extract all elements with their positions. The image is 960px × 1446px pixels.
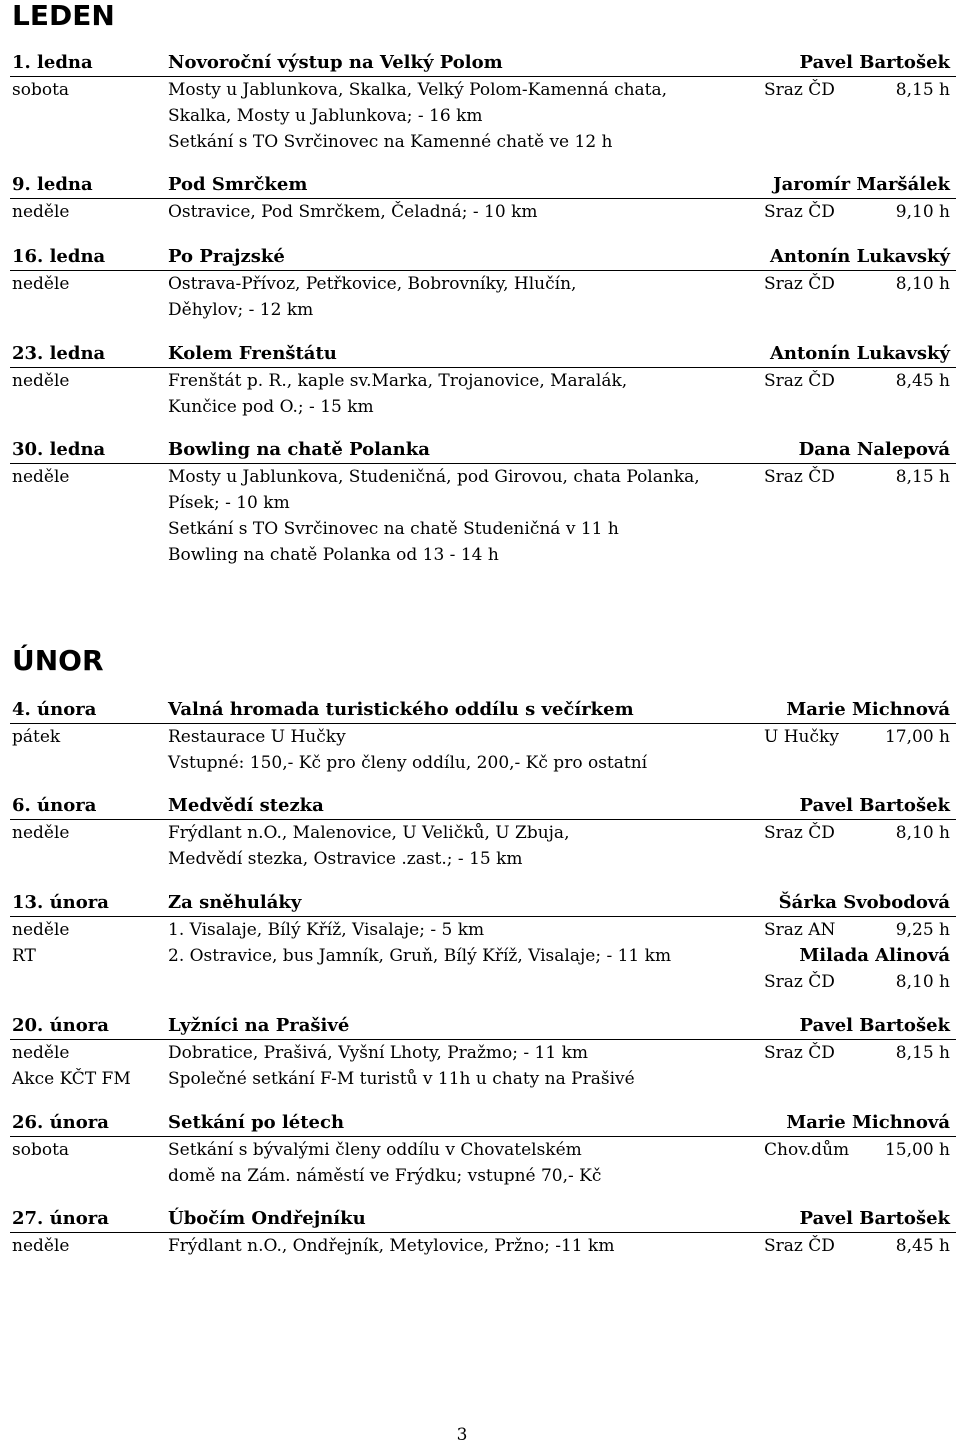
event-day: neděle — [12, 823, 70, 843]
event-leader: Antonín Lukavský — [769, 246, 950, 267]
event-row — [10, 1137, 956, 1163]
event-title: Bowling na chatě Polanka — [168, 439, 430, 460]
event-date: 20. února — [12, 1015, 109, 1036]
event-header — [10, 341, 956, 368]
meeting-time: 8,45 h — [895, 1236, 950, 1256]
meeting-time: 8,10 h — [895, 823, 950, 843]
event-date: 23. ledna — [12, 343, 106, 364]
event-description: Společné setkání F-M turistů v 11h u chaty na Prašivé — [168, 1069, 635, 1089]
event-description: Setkání s TO Svrčinovec na chatě Studeničná v 11 h — [168, 519, 619, 539]
event-leader: Dana Nalepová — [798, 439, 950, 460]
event-header — [10, 1013, 956, 1040]
event-row — [10, 750, 956, 776]
event-date: 30. ledna — [12, 439, 106, 460]
event-day: neděle — [12, 1043, 70, 1063]
meeting-point: Sraz ČD — [764, 972, 835, 992]
event-leader: Jaromír Maršálek — [773, 174, 950, 195]
event-row — [10, 846, 956, 872]
event-row — [10, 199, 956, 225]
event-leader: Marie Michnová — [786, 1112, 950, 1133]
event-row — [10, 1066, 956, 1092]
event-header — [10, 437, 956, 464]
event-row — [10, 464, 956, 490]
event-row — [10, 1233, 956, 1259]
event-title: Novoroční výstup na Velký Polom — [168, 52, 503, 73]
event-6-unora — [10, 793, 956, 872]
meeting-time: 9,25 h — [895, 920, 950, 940]
event-description: Písek; - 10 km — [168, 493, 290, 513]
event-leader: Šárka Svobodová — [778, 892, 950, 913]
event-day: neděle — [12, 274, 70, 294]
event-description: Setkání s bývalými členy oddílu v Chovatelském — [168, 1140, 582, 1160]
event-leader: Pavel Bartošek — [799, 52, 950, 73]
event-description: domě na Zám. náměstí ve Frýdku; vstupné 70,- Kč — [168, 1166, 602, 1186]
event-date: 6. února — [12, 795, 97, 816]
event-row — [10, 103, 956, 129]
event-header — [10, 890, 956, 917]
event-title: Setkání po létech — [168, 1112, 345, 1133]
event-description: Dobratice, Prašivá, Vyšní Lhoty, Pražmo; - 11 km — [168, 1043, 588, 1063]
event-date: 13. února — [12, 892, 109, 913]
event-day: pátek — [12, 727, 61, 747]
event-description: 1. Visalaje, Bílý Kříž, Visalaje; - 5 km — [168, 920, 485, 940]
meeting-point: Sraz ČD — [764, 371, 835, 391]
event-day: RT — [12, 946, 36, 966]
event-20-unora — [10, 1013, 956, 1092]
event-leader: Pavel Bartošek — [799, 1015, 950, 1036]
event-13-unora — [10, 890, 956, 995]
event-description: Setkání s TO Svrčinovec na Kamenné chatě ve 12 h — [168, 132, 613, 152]
event-row — [10, 297, 956, 323]
event-23-ledna — [10, 341, 956, 420]
meeting-time: 8,15 h — [895, 467, 950, 487]
event-header — [10, 244, 956, 271]
event-day: neděle — [12, 202, 70, 222]
event-row — [10, 1040, 956, 1066]
meeting-point: Sraz ČD — [764, 80, 835, 100]
event-title: Lyžníci na Prašivé — [168, 1015, 350, 1036]
event-description: Děhylov; - 12 km — [168, 300, 314, 320]
event-description: Medvědí stezka, Ostravice .zast.; - 15 km — [168, 849, 523, 869]
event-row — [10, 77, 956, 103]
event-day: neděle — [12, 1236, 70, 1256]
page-number: 3 — [456, 1425, 468, 1445]
event-header — [10, 50, 956, 77]
event-row — [10, 516, 956, 542]
event-title: Medvědí stezka — [168, 795, 324, 816]
event-title: Za sněhuláky — [168, 892, 302, 913]
meeting-point: Sraz AN — [764, 920, 836, 940]
meeting-point: U Hučky — [764, 727, 839, 747]
event-description: 2. Ostravice, bus Jamník, Gruň, Bílý Kříž, Visalaje; - 11 km — [168, 946, 672, 966]
event-row — [10, 1163, 956, 1189]
event-date: 27. února — [12, 1208, 109, 1229]
meeting-time: 17,00 h — [884, 727, 950, 747]
event-description: Mosty u Jablunkova, Skalka, Velký Polom-Kamenná chata, — [168, 80, 668, 100]
event-title: Úbočím Ondřejníku — [168, 1208, 366, 1229]
event-day: sobota — [12, 80, 70, 100]
event-row — [10, 820, 956, 846]
event-title: Po Prajzské — [168, 246, 285, 267]
meeting-time: 8,45 h — [895, 371, 950, 391]
meeting-time: 8,15 h — [895, 80, 950, 100]
event-row — [10, 943, 956, 969]
event-description: Ostravice, Pod Smrčkem, Čeladná; - 10 km — [168, 202, 538, 222]
event-day: neděle — [12, 467, 70, 487]
event-row — [10, 542, 956, 568]
event-title: Pod Smrčkem — [168, 174, 308, 195]
meeting-point: Sraz ČD — [764, 467, 835, 487]
event-row — [10, 368, 956, 394]
event-header — [10, 793, 956, 820]
event-day: neděle — [12, 920, 70, 940]
event-leader: Pavel Bartošek — [799, 795, 950, 816]
event-date: 4. února — [12, 699, 97, 720]
event-day: Akce KČT FM — [12, 1069, 131, 1089]
event-second-leader: Milada Alinová — [799, 945, 950, 966]
meeting-point: Sraz ČD — [764, 274, 835, 294]
event-description: Skalka, Mosty u Jablunkova; - 16 km — [168, 106, 483, 126]
meeting-point: Sraz ČD — [764, 823, 835, 843]
event-description: Frenštát p. R., kaple sv.Marka, Trojanovice, Maralák, — [168, 371, 628, 391]
event-header — [10, 1110, 956, 1137]
event-16-ledna — [10, 244, 956, 323]
meeting-time: 15,00 h — [884, 1140, 950, 1160]
event-1-ledna — [10, 50, 956, 155]
event-row — [10, 969, 956, 995]
event-description: Restaurace U Hučky — [168, 727, 346, 747]
event-description: Frýdlant n.O., Malenovice, U Veličků, U Zbuja, — [168, 823, 570, 843]
event-row — [10, 917, 956, 943]
event-description: Frýdlant n.O., Ondřejník, Metylovice, Pržno; -11 km — [168, 1236, 615, 1256]
event-date: 26. února — [12, 1112, 109, 1133]
meeting-point: Sraz ČD — [764, 202, 835, 222]
event-description: Mosty u Jablunkova, Studeničná, pod Girovou, chata Polanka, — [168, 467, 700, 487]
event-description: Kunčice pod O.; - 15 km — [168, 397, 374, 417]
meeting-time: 9,10 h — [895, 202, 950, 222]
meeting-point: Sraz ČD — [764, 1236, 835, 1256]
event-row — [10, 490, 956, 516]
event-row — [10, 129, 956, 155]
event-header — [10, 172, 956, 199]
event-description: Vstupné: 150,- Kč pro členy oddílu, 200,- Kč pro ostatní — [168, 753, 648, 773]
event-day: neděle — [12, 371, 70, 391]
event-row — [10, 271, 956, 297]
event-header — [10, 697, 956, 724]
event-day: sobota — [12, 1140, 70, 1160]
event-9-ledna — [10, 172, 956, 225]
meeting-point: Chov.dům — [764, 1140, 850, 1160]
event-leader: Antonín Lukavský — [769, 343, 950, 364]
month-heading-unor: ÚNOR — [12, 644, 104, 677]
event-description: Ostrava-Přívoz, Petřkovice, Bobrovníky, Hlučín, — [168, 274, 577, 294]
month-heading-leden: LEDEN — [12, 0, 115, 32]
event-27-unora — [10, 1206, 956, 1259]
event-4-unora — [10, 697, 956, 776]
meeting-time: 8,10 h — [895, 972, 950, 992]
event-26-unora — [10, 1110, 956, 1189]
event-description: Bowling na chatě Polanka od 13 - 14 h — [168, 545, 499, 565]
event-title: Kolem Frenštátu — [168, 343, 337, 364]
meeting-time: 8,15 h — [895, 1043, 950, 1063]
event-date: 9. ledna — [12, 174, 93, 195]
event-row — [10, 394, 956, 420]
meeting-point: Sraz ČD — [764, 1043, 835, 1063]
event-title: Valná hromada turistického oddílu s večírkem — [168, 699, 634, 720]
event-header — [10, 1206, 956, 1233]
event-leader: Marie Michnová — [786, 699, 950, 720]
event-row — [10, 724, 956, 750]
event-30-ledna — [10, 437, 956, 568]
event-leader: Pavel Bartošek — [799, 1208, 950, 1229]
event-date: 16. ledna — [12, 246, 106, 267]
meeting-time: 8,10 h — [895, 274, 950, 294]
event-date: 1. ledna — [12, 52, 93, 73]
